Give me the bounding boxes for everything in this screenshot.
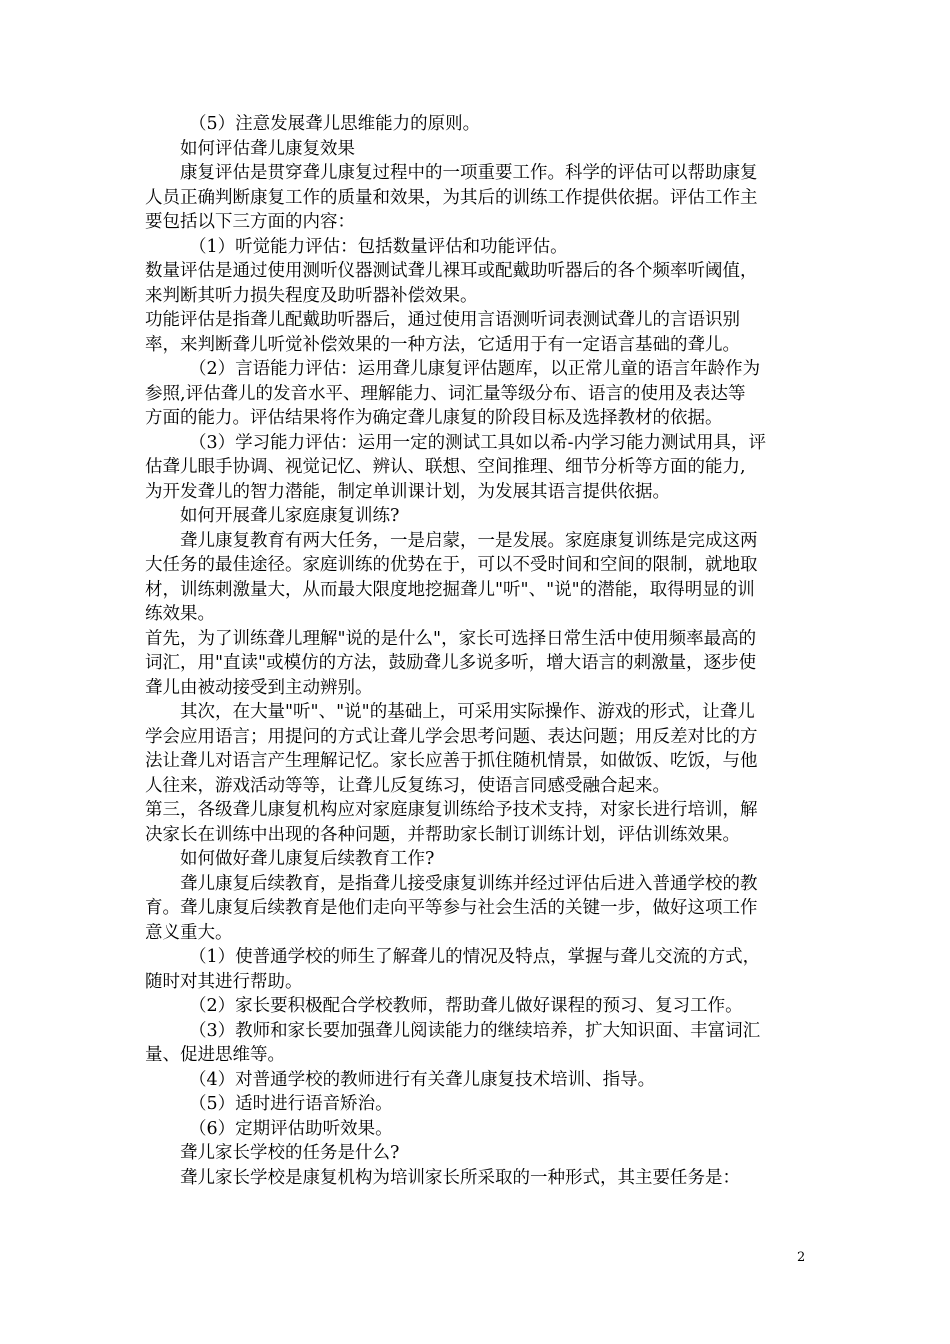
text-line: （3）学习能力评估：运用一定的测试工具如以希-内学习能力测试用具，评 xyxy=(189,432,767,453)
text-line: （2）言语能力评估：运用聋儿康复评估题库，以正常儿童的语言年龄作为 xyxy=(189,359,761,379)
text-line: 意义重大。 xyxy=(145,922,233,943)
text-line: 康复评估是贯穿聋儿康复过程中的一项重要工作。科学的评估可以帮助康复 xyxy=(180,163,758,183)
text-line: 聋儿家长学校是康复机构为培训家长所采取的一种形式，其主要任务是： xyxy=(180,1167,740,1188)
text-line: 材，训练刺激量大，从而最大限度地挖掘聋儿"听"、"说"的潜能，取得明显的训 xyxy=(145,579,755,600)
text-line: 词汇，用"直读"或模仿的方法，鼓励聋儿多说多听，增大语言的刺激量，逐步使 xyxy=(145,653,757,673)
text-line: 第三，各级聋儿康复机构应对家庭康复训练给予技术支持，对家长进行培训，解 xyxy=(145,800,758,820)
section-heading: 聋儿家长学校的任务是什么? xyxy=(180,1143,400,1163)
text-line: 人往来，游戏活动等等，让聋儿反复练习，使语言同感受融合起来。 xyxy=(145,775,670,796)
text-line: 其次，在大量"听"、"说"的基础上，可采用实际操作、游戏的形式，让聋儿 xyxy=(180,702,755,722)
text-line: （2）家长要积极配合学校教师，帮助聋儿做好课程的预习、复习工作。 xyxy=(189,996,743,1016)
text-line: 聋儿康复教育有两大任务，一是启蒙，一是发展。家庭康复训练是完成这两 xyxy=(180,530,758,551)
text-line: （5）注意发展聋儿思维能力的原则。 xyxy=(189,114,481,134)
text-line: 首先，为了训练聋儿理解"说的是什么"，家长可选择日常生活中使用频率最高的 xyxy=(145,628,757,649)
text-line: 练效果。 xyxy=(145,604,215,624)
text-line: 人员正确判断康复工作的质量和效果，为其后的训练工作提供依据。评估工作主 xyxy=(145,187,758,208)
text-line: （5）适时进行语音矫治。 xyxy=(189,1094,393,1114)
text-line: 聋儿康复后续教育，是指聋儿接受康复训练并经过评估后进入普通学校的教 xyxy=(180,873,758,894)
document-body xyxy=(145,112,805,1190)
text-line: 决家长在训练中出现的各种问题，并帮助家长制订训练计划，评估训练效果。 xyxy=(145,824,740,845)
section-heading: 如何开展聋儿家庭康复训练? xyxy=(180,506,400,526)
text-line: （4）对普通学校的教师进行有关聋儿康复技术培训、指导。 xyxy=(189,1069,656,1090)
text-line: 大任务的最佳途径。家庭训练的优势在于，可以不受时间和空间的限制，就地取 xyxy=(145,555,758,575)
text-line: 育。聋儿康复后续教育是他们走向平等参与社会生活的关键一步，做好这项工作 xyxy=(145,898,758,918)
section-heading: 如何做好聋儿康复后续教育工作? xyxy=(180,849,435,869)
text-line: 方面的能力。评估结果将作为确定聋儿康复的阶段目标及选择教材的依据。 xyxy=(145,408,723,428)
page-number: 2 xyxy=(797,1250,806,1265)
section-heading: 如何评估聋儿康复效果 xyxy=(180,138,355,159)
text-line: （6）定期评估助听效果。 xyxy=(189,1118,393,1139)
text-line: 数量评估是通过使用测听仪器测试聋儿裸耳或配戴助听器后的各个频率听阈值， xyxy=(145,261,758,281)
text-line: （3）教师和家长要加强聋儿阅读能力的继续培养，扩大知识面、丰富词汇 xyxy=(189,1020,761,1041)
text-line: 功能评估是指聋儿配戴助听器后，通过使用言语测听词表测试聋儿的言语识别 xyxy=(145,310,740,330)
text-line: 来判断其听力损失程度及助听器补偿效果。 xyxy=(145,285,478,306)
text-line: 聋儿由被动接受到主动辨别。 xyxy=(145,677,373,698)
text-line: 量、促进思维等。 xyxy=(145,1045,285,1065)
text-line: 随时对其进行帮助。 xyxy=(145,971,303,992)
text-line: 法让聋儿对语言产生理解记忆。家长应善于抓住随机情景，如做饭、吃饭，与他 xyxy=(145,751,758,771)
text-line: （1）使普通学校的师生了解聋儿的情况及特点，掌握与聋儿交流的方式， xyxy=(189,947,761,967)
text-line: 要包括以下三方面的内容： xyxy=(145,212,355,232)
text-line: 率，来判断聋儿听觉补偿效果的一种方法，它适用于有一定语言基础的聋儿。 xyxy=(145,334,740,355)
text-line: 参照,评估聋儿的发音水平、理解能力、词汇量等级分布、语言的使用及表达等 xyxy=(145,383,746,404)
text-line: 估聋儿眼手协调、视觉记忆、辨认、联想、空间推理、细节分析等方面的能力, xyxy=(145,457,746,477)
text-line: 学会应用语言；用提问的方式让聋儿学会思考问题、表达问题；用反差对比的方 xyxy=(145,726,758,747)
text-line: 为开发聋儿的智力潜能，制定单训课计划，为发展其语言提供依据。 xyxy=(145,481,670,502)
text-line: （1）听觉能力评估：包括数量评估和功能评估。 xyxy=(189,236,568,257)
